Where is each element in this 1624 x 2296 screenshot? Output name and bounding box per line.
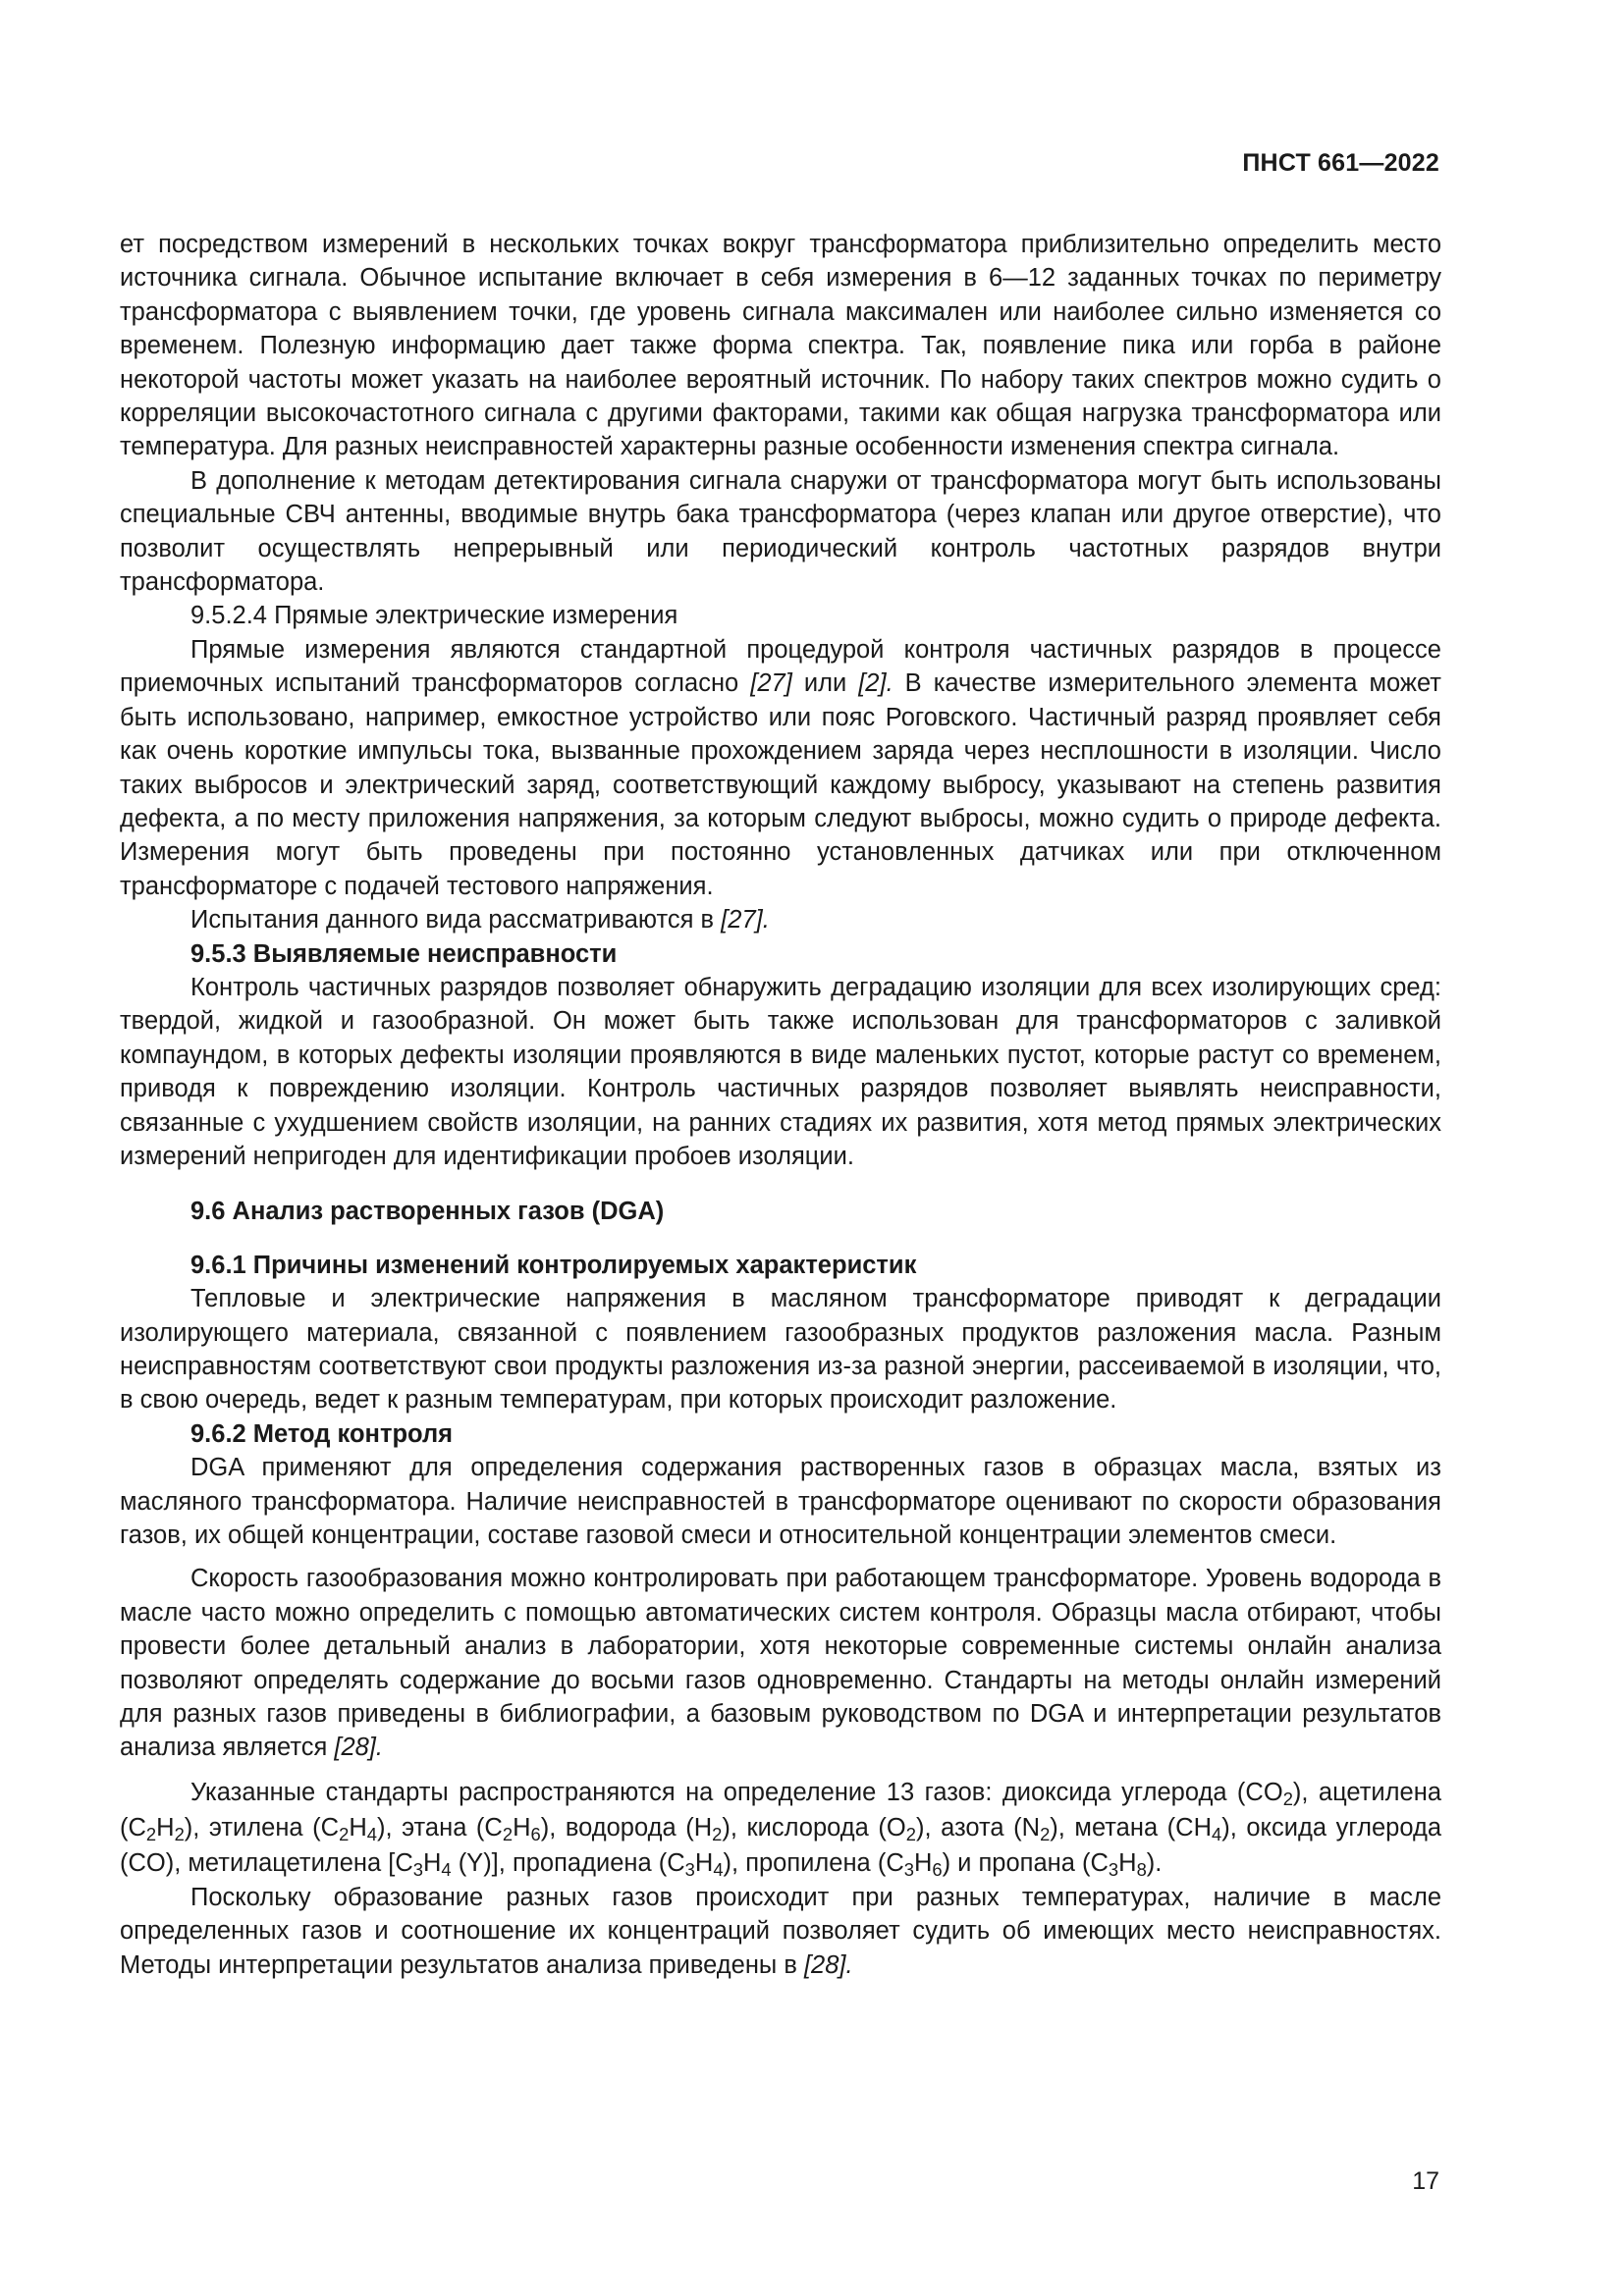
subscript: 3	[684, 1859, 695, 1881]
paragraph-interpretation	[120, 1881, 1441, 1982]
reference-28: [28].	[334, 1734, 383, 1762]
paragraph-text: В дополнение к методам детектирования сигнала снаружи от трансформатора могут быть использованы специальные СВЧ антенны, вводимые внутрь бака трансформатора (через клапан или другое отверстие), что позволит осуществлять непрерывный или периодический контроль частотных разрядов внутри трансформатора.	[120, 466, 1441, 597]
subscript: 3	[1108, 1859, 1119, 1881]
paragraph-text: Контроль частичных разрядов позволяет обнаружить деградацию изоляции для всех изолирующих сред: твердой, жидкой и газообразной. Он может быть также использован для трансформаторов с заливкой компаундом, в которых дефекты изоляции проявляются в виде маленьких пустот, которые растут со временем, приводя к повреждению изоляции. Контроль частичных разрядов позволяет выявлять неисправности, связанные с ухудшением свойств изоляции, на ранних стадиях их развития, хотя метод прямых электрических измерений непригоден для идентификации пробоев изоляции.	[120, 973, 1441, 1170]
paragraph-dga-method	[120, 1451, 1441, 1552]
subscript: 6	[530, 1824, 541, 1845]
subscript: 3	[903, 1859, 914, 1881]
reference-28: [28].	[803, 1950, 853, 1979]
section-heading-9-6-2	[120, 1417, 1441, 1451]
paragraph-text: ), метана (CH	[1050, 1813, 1213, 1842]
paragraph-text: Испытания данного вида рассматриваются в	[190, 906, 722, 934]
subscript: 2	[1282, 1789, 1293, 1810]
paragraph-text: ), пропилена (C	[723, 1848, 904, 1877]
heading-text: 9.6.2 Метод контроля	[190, 1419, 454, 1448]
paragraph-text: ), этилена (C	[184, 1813, 340, 1842]
heading-text: 9.5.2.4 Прямые электрические измерения	[190, 602, 678, 630]
paragraph-text: или	[791, 669, 859, 698]
section-heading-9-5-3	[120, 937, 1441, 971]
subscript: 4	[1212, 1824, 1222, 1845]
paragraph-text: ), ацетилена (C	[120, 1778, 1441, 1842]
subsection-heading-9-5-2-4	[120, 599, 1441, 632]
paragraph-text: Тепловые и электрические напряжения в масляном трансформаторе приводят к деградации изолирующего материала, связанной с появлением газообразных продуктов разложения масла. Разным неисправностям соответствуют свои продукты разложения из-за разной энергии, рассеиваемой в изоляции, что, в свою очередь, ведет к разным температурам, при которых происходит разложение.	[120, 1285, 1441, 1415]
heading-text: 9.6 Анализ растворенных газов (DGA)	[190, 1198, 665, 1226]
paragraph-text: H	[349, 1813, 367, 1842]
paragraph-text: ), кислорода (O	[722, 1813, 906, 1842]
paragraph-text: DGA применяют для определения содержания растворенных газов в образцах масла, взятых из масляного трансформатора. Наличие неисправностей в трансформаторе оценивают по скорости образования газов, их общей концентрации, составе газовой смеси и относительной концентрации элементов смеси.	[120, 1454, 1441, 1550]
paragraph-signal-location	[120, 228, 1441, 464]
subscript: 4	[366, 1824, 377, 1845]
paragraph-text: ), этана (C	[376, 1813, 503, 1842]
paragraph-tests-reference	[120, 903, 1441, 936]
paragraph-causes	[120, 1282, 1441, 1417]
subscript: 4	[441, 1859, 452, 1881]
subscript: 2	[502, 1824, 514, 1845]
subscript: 2	[145, 1824, 157, 1845]
subscript: 4	[713, 1859, 724, 1881]
reference-2: [2].	[858, 669, 893, 698]
subscript: 2	[712, 1824, 723, 1845]
paragraph-text: ет посредством измерений в нескольких точках вокруг трансформатора приблизительно определить место источника сигнала. Обычное испытание включает в себя измерения в 6—12 заданных точках по периметру трансформатора с выявлением точки, где уровень сигнала максимален или наиболее сильно изменяется со временем. Полезную информацию дает также форма спектра. Так, появление пика или горба в районе некоторой частоты может указать на наиболее вероятный источник. По набору таких спектров можно судить о корреляции высокочастотного сигнала с другими факторами, такими как общая нагрузка трансформатора или температура. Для разных неисправностей характерны разные особенности изменения спектра сигнала.	[120, 231, 1441, 461]
reference-27: [27].	[721, 906, 770, 934]
page-number: 17	[1412, 2167, 1439, 2195]
paragraph-13-gases	[120, 1775, 1441, 1881]
paragraph-text: (Y)], пропадиена (C	[451, 1848, 685, 1877]
paragraph-uhf-antennas	[120, 464, 1441, 600]
paragraph-detected-faults	[120, 971, 1441, 1173]
subscript: 6	[932, 1859, 943, 1881]
paragraph-text: В качестве измерительного элемента может быть использовано, например, емкостное устройство или пояс Роговского. Частичный разряд проявляет себя как очень короткие импульсы тока, вызванные прохождением заряда через несплошности в изоляции. Число таких выбросов и электрический заряд, соответствующий каждому выбросу, указывают на степень развития дефекта, а по месту приложения напряжения, за которым следуют выбросы, можно судить о природе дефекта. Измерения могут быть проведены при постоянно установленных датчиках или при отключенном трансформаторе с подачей тестового напряжения.	[120, 669, 1441, 900]
paragraph-text: Поскольку образование разных газов происходит при разных температурах, наличие в масле определенных газов и соотношение их концентраций позволяет судить об имеющих место неисправностях. Методы интерпретации результатов анализа приведены в	[120, 1883, 1441, 1979]
subscript: 2	[339, 1824, 350, 1845]
subscript: 8	[1136, 1859, 1147, 1881]
paragraph-text: H	[694, 1848, 714, 1877]
paragraph-text: ).	[1146, 1848, 1163, 1877]
paragraph-text: ), азота (N	[915, 1813, 1041, 1842]
reference-27: [27]	[750, 669, 792, 698]
paragraph-text: H	[913, 1848, 933, 1877]
paragraph-text: H	[513, 1813, 531, 1842]
page-content	[120, 228, 1441, 1982]
subscript: 2	[174, 1824, 185, 1845]
paragraph-text: H	[156, 1813, 175, 1842]
paragraph-text: Скорость газообразования можно контролировать при работающем трансформаторе. Уровень водорода в масле часто можно определить с помощью автоматических систем контроля. Образцы масла отбирают, чтобы провести более детальный анализ в лаборатории, хотя некоторые современные системы онлайн анализа позволяют определять содержание до восьми газов одновременно. Стандарты на методы онлайн измерений для разных газов приведены в библиографии, а базовым руководством по DGA и интерпретации результатов анализа является	[120, 1565, 1441, 1762]
heading-text: 9.5.3 Выявляемые неисправности	[190, 939, 618, 968]
paragraph-text: ), оксида углерода (CO), метилацетилена [C	[120, 1813, 1442, 1877]
paragraph-direct-measurements	[120, 633, 1441, 903]
paragraph-text: Прямые измерения являются стандартной процедурой контроля частичных разрядов в процессе приемочных испытаний трансформаторов согласно	[120, 635, 1441, 698]
subscript: 3	[412, 1859, 423, 1881]
paragraph-text: ) и пропана (C	[942, 1848, 1109, 1877]
section-heading-9-6-1	[120, 1249, 1441, 1282]
paragraph-text: H	[422, 1848, 442, 1877]
heading-text: 9.6.1 Причины изменений контролируемых характеристик	[190, 1251, 917, 1279]
section-heading-9-6	[120, 1195, 1441, 1228]
subscript: 2	[1040, 1824, 1051, 1845]
paragraph-text: Указанные стандарты распространяются на определение 13 газов: диоксида углерода (CO	[190, 1778, 1283, 1806]
paragraph-text: ), водорода (H	[540, 1813, 713, 1842]
document-code-header: ПНСТ 661—2022	[1242, 149, 1439, 177]
paragraph-gas-rate	[120, 1562, 1441, 1764]
paragraph-text: H	[1118, 1848, 1137, 1877]
subscript: 2	[905, 1824, 916, 1845]
